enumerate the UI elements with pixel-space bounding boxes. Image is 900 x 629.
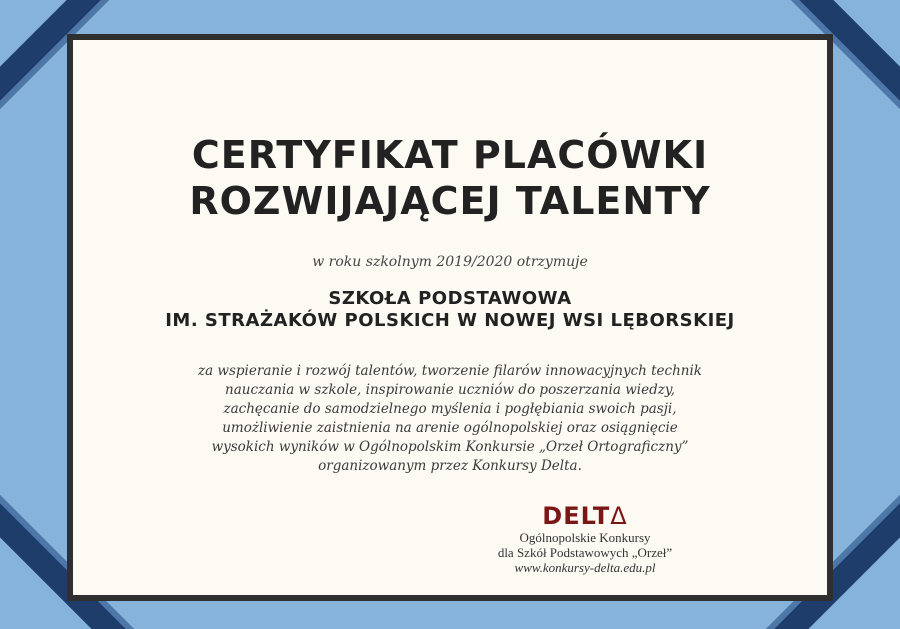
description-line: wysokich wyników w Ogólnopolskim Konkursie „Orzeł Ortograficzny”: [211, 439, 689, 455]
certificate-title: [73, 132, 827, 224]
delta-logo: [485, 502, 685, 575]
certificate-description: [170, 362, 730, 476]
delta-symbol-icon: Δ: [610, 502, 628, 530]
logo-name-text: DELT: [542, 502, 611, 530]
school-name-line-2: IM. STRAŻAKÓW POLSKICH W NOWEJ WSI LĘBORSKIEJ: [165, 310, 735, 331]
description-line: za wspieranie i rozwój talentów, tworzenie filarów innowacyjnych technik: [197, 363, 702, 379]
logo-wordmark: [485, 502, 685, 530]
certificate-card: [67, 34, 833, 601]
logo-tagline-2: dla Szkół Podstawowych „Orzeł”: [497, 545, 673, 560]
certificate-subtitle: w roku szkolnym 2019/2020 otrzymuje: [312, 254, 588, 270]
description-line: umożliwienie zaistnienia na arenie ogólnopolskiej oraz osiągnięcie: [222, 420, 678, 436]
description-line: zachęcanie do samodzielnego myślenia i pogłębiania swoich pasji,: [223, 401, 677, 417]
description-line: nauczania w szkole, inspirowanie uczniów do poszerzania wiedzy,: [225, 382, 675, 398]
description-line: organizowanym przez Konkursy Delta.: [318, 458, 582, 474]
title-line-1: CERTYFIKAT PLACÓWKI: [191, 133, 709, 177]
logo-tagline-1: Ogólnopolskie Konkursy: [519, 530, 651, 545]
title-line-2: ROZWIJAJĄCEJ TALENTY: [189, 179, 711, 223]
logo-website: www.konkursy-delta.edu.pl: [514, 560, 656, 575]
school-name-line-1: SZKOŁA PODSTAWOWA: [328, 288, 572, 309]
school-name: [73, 288, 827, 332]
